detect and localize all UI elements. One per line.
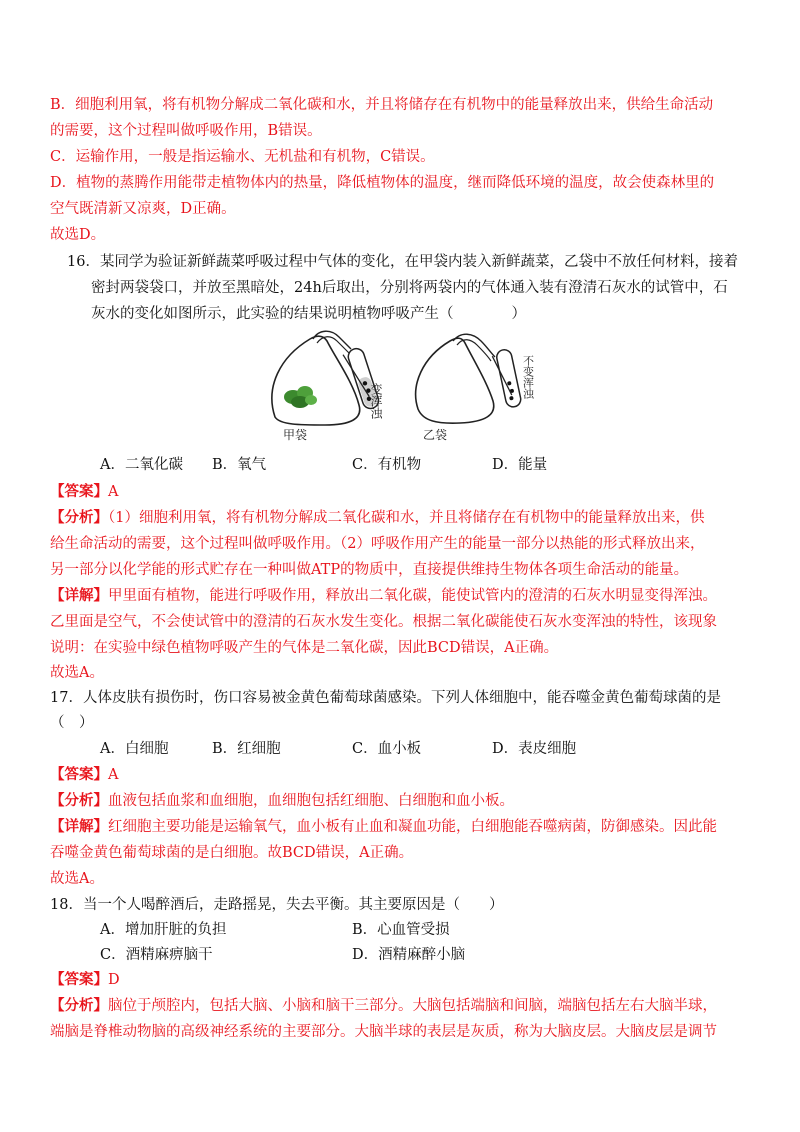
- q18-analysis-line1: [50, 996, 717, 1016]
- q17-detail-line1: [50, 817, 717, 837]
- q16-detail-text1: 甲里面有植物，能进行呼吸作用，释放出二氧化碳，能使试管内的澄清的石灰水明显变得浑浊。: [108, 588, 717, 604]
- q15-option-c-explanation: C．运输作用，一般是指运输水、无机盐和有机物，C错误。: [50, 149, 435, 165]
- vegetable-icon: [284, 386, 317, 408]
- q16-option-c: C．有机物: [352, 457, 422, 473]
- q16-detail-line1: [50, 586, 717, 606]
- q17-answer-line: [50, 765, 118, 785]
- q18-answer-tag: 【答案】: [50, 971, 108, 988]
- q18-analysis-line2: 端脑是脊椎动物脑的高级神经系统的主要部分。大脑半球的表层是灰质，称为大脑皮层。大脑皮层是调节: [50, 1024, 717, 1040]
- q16-conclusion: 故选A。: [50, 665, 104, 681]
- bag-a-tube-connector: [313, 331, 351, 349]
- q16-answer-tag: 【答案】: [50, 483, 108, 500]
- q18-analysis-text1: 脑位于颅腔内，包括大脑、小脑和脑干三部分。大脑包括端脑和间脑，端脑包括左右大脑半球，: [108, 998, 717, 1014]
- q16-option-d: D．能量: [492, 457, 548, 473]
- bag-a-label: 甲袋: [283, 428, 308, 442]
- q16-answer-line: [50, 482, 118, 502]
- q16-detail-line2: 乙里面是空气，不会使试管中的澄清的石灰水发生变化。根据二氧化碳能使石灰水变浑浊的特性，该现象: [50, 614, 717, 630]
- q17-answer-tag: 【答案】: [50, 766, 108, 783]
- q16-detail-tag: 【详解】: [50, 587, 108, 604]
- q16-option-b: B．氧气: [212, 457, 267, 473]
- q16-analysis-tag: 【分析】: [50, 509, 108, 526]
- q18-stem-line1: 18．当一个人喝醉酒后，走路摇晃，失去平衡。其主要原因是（ ）: [50, 897, 504, 913]
- q15-option-b-explanation-line2: 的需要，这个过程叫做呼吸作用，B错误。: [50, 123, 322, 139]
- q18-answer-value: D: [108, 972, 120, 988]
- q17-stem-line1: 17．人体皮肤有损伤时，伤口容易被金黄色葡萄球菌感染。下列人体细胞中，能吞噬金黄色葡萄球菌的是: [50, 690, 721, 706]
- tube-b-text: 不变浑浊: [521, 355, 535, 399]
- q16-option-a: A．二氧化碳: [100, 457, 183, 473]
- q18-analysis-tag: 【分析】: [50, 997, 108, 1014]
- q17-stem-line2: （ ）: [50, 715, 94, 731]
- q17-detail-line2: 吞噬金黄色葡萄球菌的是白细胞。故BCD错误，A正确。: [50, 845, 414, 861]
- tube-a-text: 变浑浊: [369, 383, 383, 419]
- q18-option-c: C．酒精麻痹脑干: [100, 947, 213, 963]
- q17-analysis-line1: [50, 791, 514, 811]
- q16-detail-line3: 说明：在实验中绿色植物呼吸产生的气体是二氧化碳，因此BCD错误，A正确。: [50, 640, 559, 656]
- bag-a-outline: [272, 336, 360, 425]
- q16-stem-line1: 16．某同学为验证新鲜蔬菜呼吸过程中气体的变化，在甲袋内装入新鲜蔬菜，乙袋中不放任何材料，接着: [67, 254, 738, 270]
- q15-option-d-explanation-line2: 空气既清新又凉爽，D正确。: [50, 201, 236, 217]
- q15-option-b-explanation-line1: B．细胞利用氧，将有机物分解成二氧化碳和水，并且将储存在有机物中的能量释放出来，供给生命活动: [50, 97, 714, 113]
- q16-answer-value: A: [108, 484, 119, 500]
- q16-experiment-figure: [255, 327, 555, 447]
- q16-analysis-text1: （1）细胞利用氧，将有机物分解成二氧化碳和水，并且将储存在有机物中的能量释放出来，供: [108, 510, 705, 526]
- q15-option-d-explanation-line1: D．植物的蒸腾作用能带走植物体内的热量，降低植物体的温度，继而降低环境的温度，故会使森林里的: [50, 175, 715, 191]
- q16-analysis-line2: 给生命活动的需要，这个过程叫做呼吸作用。（2）呼吸作用产生的能量一部分以热能的形式释放出来，: [50, 536, 705, 552]
- q18-option-d: D．酒精麻醉小脑: [352, 947, 466, 963]
- q17-option-d: D．表皮细胞: [492, 741, 577, 757]
- q17-conclusion: 故选A。: [50, 871, 104, 887]
- q17-analysis-text1: 血液包括血浆和血细胞，血细胞包括红细胞、白细胞和血小板。: [108, 793, 514, 809]
- q16-stem-line3: 灰水的变化如图所示，此实验的结果说明植物呼吸产生（ ）: [91, 306, 526, 322]
- bag-b-label: 乙袋: [423, 428, 448, 442]
- q17-detail-text1: 红细胞主要功能是运输氧气，血小板有止血和凝血功能，白细胞能吞噬病菌，防御感染。因此能: [108, 819, 717, 835]
- q16-analysis-line3: 另一部分以化学能的形式贮存在一种叫做ATP的物质中，直接提供维持生物体各项生命活动的能量。: [50, 562, 689, 578]
- q16-analysis-line1: [50, 508, 704, 528]
- q16-stem-line2: 密封两袋袋口，并放至黑暗处，24h后取出，分别将两袋内的气体通入装有澄清石灰水的试管中，石: [91, 280, 728, 296]
- q17-option-a: A．白细胞: [100, 741, 169, 757]
- q15-conclusion: 故选D。: [50, 227, 106, 243]
- q18-answer-line: [50, 970, 120, 990]
- q17-option-c: C．血小板: [352, 741, 422, 757]
- q17-answer-value: A: [108, 767, 119, 783]
- test-tube-b: [491, 348, 522, 409]
- q17-option-b: B．红细胞: [212, 741, 281, 757]
- q18-option-a: A．增加肝脏的负担: [100, 922, 227, 938]
- q18-option-b: B．心血管受损: [352, 922, 450, 938]
- q17-detail-tag: 【详解】: [50, 818, 108, 835]
- q17-analysis-tag: 【分析】: [50, 792, 108, 809]
